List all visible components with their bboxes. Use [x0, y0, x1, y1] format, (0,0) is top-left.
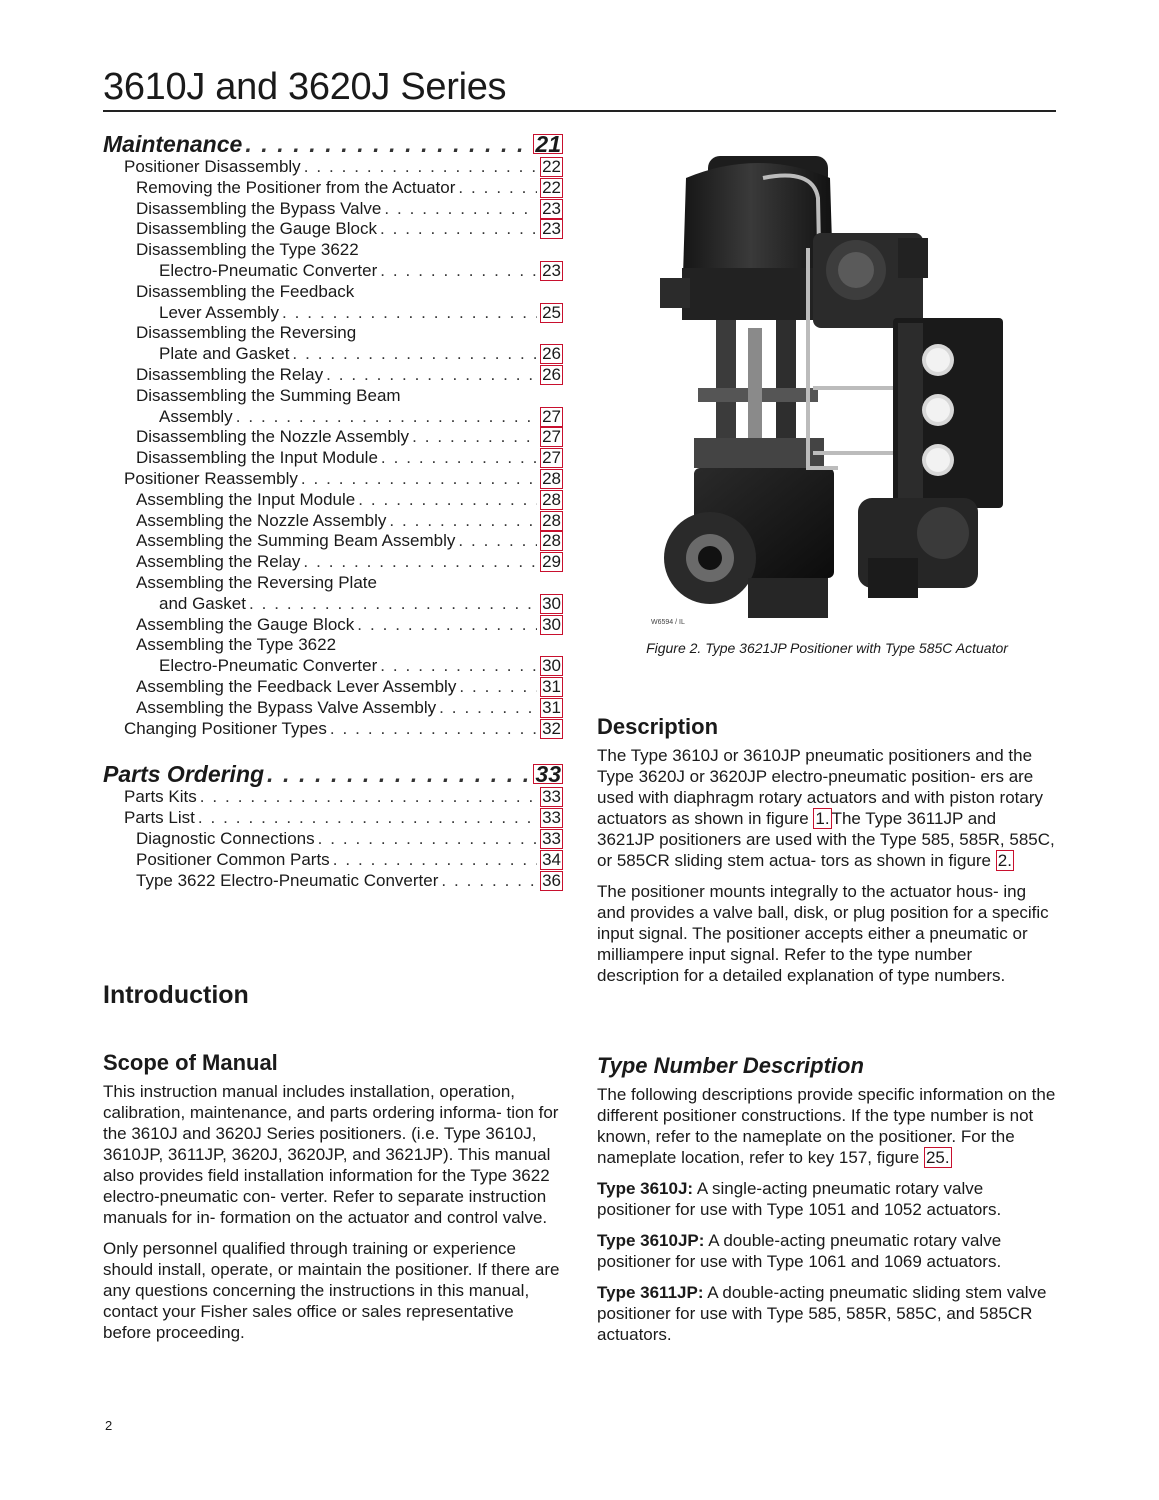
- toc-entry[interactable]: [103, 344, 563, 365]
- toc-page-link[interactable]: 33: [542, 808, 561, 828]
- toc-entry-label: Changing Positioner Types: [124, 718, 327, 738]
- toc-entry[interactable]: [103, 282, 563, 303]
- type-text: A double-acting pneumatic sliding stem valve positioner for use with Type 585, 585R, 585C, and 585CR actuators.: [597, 1283, 1047, 1344]
- toc-leader-dots: [326, 365, 537, 386]
- toc-page-link[interactable]: 22: [542, 157, 561, 176]
- toc-entry-label: Parts Kits: [124, 787, 197, 807]
- toc-entry[interactable]: [103, 552, 563, 573]
- toc-page-link[interactable]: 27: [542, 406, 561, 426]
- toc-entry[interactable]: [103, 761, 563, 787]
- type-text: A double-acting pneumatic rotary valve positioner for use with Type 1061 and 1069 actuators.: [597, 1231, 1002, 1271]
- scope-body: [103, 1081, 563, 1353]
- description-paragraph-1: [597, 745, 1057, 871]
- toc-entry[interactable]: [103, 719, 563, 740]
- toc-leader-dots: [380, 261, 537, 282]
- toc-page-link[interactable]: 32: [542, 718, 561, 738]
- figure-1-link[interactable]: 1.: [815, 809, 830, 828]
- toc-page-link[interactable]: 27: [542, 448, 561, 468]
- toc-leader-dots: [236, 407, 537, 428]
- toc-leader-dots: [439, 698, 537, 719]
- toc-entry-label: Assembly: [159, 406, 233, 426]
- toc-entry[interactable]: [103, 490, 563, 511]
- toc-leader-dots: [357, 615, 537, 636]
- toc-leader-dots: [458, 178, 537, 199]
- toc-entry-label: Disassembling the Relay: [136, 364, 324, 384]
- page-title: 3610J and 3620J Series: [103, 66, 507, 108]
- toc-leader-dots: [441, 871, 537, 892]
- toc-entry-label: Disassembling the Summing Beam: [136, 385, 401, 405]
- toc-entry[interactable]: [103, 386, 563, 407]
- toc-entry-label: Assembling the Reversing Plate: [136, 572, 377, 592]
- toc-entry[interactable]: [103, 531, 563, 552]
- toc-entry-label: Assembling the Input Module: [136, 489, 356, 509]
- toc-entry[interactable]: [103, 871, 563, 892]
- type-number-intro: [597, 1084, 1057, 1168]
- toc-entry[interactable]: [103, 261, 563, 282]
- toc-page-link[interactable]: 27: [542, 427, 561, 447]
- table-of-contents: [103, 131, 563, 891]
- toc-page-link[interactable]: 34: [542, 849, 561, 869]
- toc-page-link[interactable]: 28: [542, 510, 561, 530]
- toc-leader-dots: [303, 552, 537, 573]
- toc-entry-label: Assembling the Feedback Lever Assembly: [136, 676, 457, 696]
- scope-paragraph-1: This instruction manual includes installation, operation, calibration, maintenance, and parts ordering informa- tion for the 3610J and 3620J Series positioners. (i.e. Type 3610J, 3610JP, 3611JP, 3620J, 3620JP, and 3621JP). This manual also provides field installation information for the Type 3622 electro-pneumatic con- verter. Refer to separate instruction manuals for in- formation on the actuator and control valve.: [103, 1082, 559, 1227]
- toc-entry-label: Positioner Disassembly: [124, 157, 301, 176]
- type-number-heading: Type Number Description: [597, 1053, 864, 1078]
- toc-entry[interactable]: [103, 677, 563, 698]
- toc-entry[interactable]: [103, 157, 563, 178]
- toc-page-link[interactable]: 28: [542, 489, 561, 509]
- toc-leader-dots: [330, 719, 537, 740]
- toc-leader-dots: [304, 157, 537, 178]
- toc-entry-label: and Gasket: [159, 593, 246, 613]
- toc-entry[interactable]: [103, 808, 563, 829]
- toc-page-link[interactable]: 33: [542, 828, 561, 848]
- toc-page-link[interactable]: 26: [542, 364, 561, 384]
- toc-page-link[interactable]: 33: [542, 787, 561, 807]
- toc-leader-dots: [384, 199, 537, 220]
- type-item-3610j: [597, 1178, 1057, 1220]
- toc-entry[interactable]: [103, 511, 563, 532]
- toc-entry-label: Plate and Gasket: [159, 344, 290, 364]
- toc-page-link[interactable]: 30: [542, 614, 561, 634]
- toc-gap: [103, 739, 563, 761]
- toc-leader-dots: [292, 344, 537, 365]
- toc-page-link[interactable]: 31: [542, 697, 561, 717]
- toc-entry[interactable]: [103, 131, 563, 157]
- page-number: 2: [105, 1418, 113, 1433]
- toc-entry-label: Assembling the Relay: [136, 552, 301, 572]
- toc-entry[interactable]: [103, 635, 563, 656]
- toc-page-link[interactable]: 29: [542, 552, 561, 572]
- title-rule: [103, 110, 1056, 112]
- scope-heading: Scope of Manual: [103, 1050, 278, 1075]
- toc-leader-dots: [358, 490, 537, 511]
- toc-entry[interactable]: [103, 427, 563, 448]
- toc-page-link[interactable]: 23: [542, 219, 561, 239]
- toc-entry-label: Maintenance: [103, 131, 243, 157]
- toc-entry[interactable]: [103, 365, 563, 386]
- toc-entry-label: Assembling the Gauge Block: [136, 614, 355, 634]
- toc-leader-dots: [380, 219, 537, 240]
- toc-entry-label: Positioner Reassembly: [124, 468, 298, 488]
- toc-entry[interactable]: [103, 594, 563, 615]
- toc-entry[interactable]: [103, 178, 563, 199]
- toc-entry[interactable]: [103, 787, 563, 808]
- toc-page-link[interactable]: 25: [542, 302, 561, 322]
- toc-page-link[interactable]: 28: [542, 468, 561, 488]
- toc-leader-dots: [282, 303, 537, 324]
- toc-page-link[interactable]: 33: [535, 761, 561, 788]
- description-p1-b: The Type 3611JP and 3621JP positioners are used with the Type 585, 585R, 585C, or 585CR sliding stem actua- tors as shown in figure: [597, 809, 1055, 870]
- toc-leader-dots: [318, 829, 537, 850]
- toc-page-link[interactable]: 30: [542, 593, 561, 613]
- toc-entry[interactable]: [103, 199, 563, 220]
- positioner-photo: [598, 138, 1056, 633]
- toc-entry-label: Electro-Pneumatic Converter: [159, 260, 378, 280]
- toc-leader-dots: [245, 131, 530, 157]
- toc-entry[interactable]: [103, 573, 563, 594]
- toc-page-link[interactable]: 22: [542, 177, 561, 197]
- toc-entry[interactable]: [103, 219, 563, 240]
- toc-page-link[interactable]: 31: [542, 676, 561, 696]
- toc-entry-label: Disassembling the Feedback: [136, 281, 355, 301]
- toc-page-link[interactable]: 36: [542, 870, 561, 890]
- toc-leader-dots: [459, 677, 537, 698]
- figure-caption: Figure 2. Type 3621JP Positioner with Type 585C Actuator: [646, 640, 1008, 656]
- type-term: Type 3611JP:: [597, 1283, 704, 1302]
- toc-entry[interactable]: [103, 303, 563, 324]
- toc-entry-label: Assembling the Nozzle Assembly: [136, 510, 387, 530]
- toc-leader-dots: [301, 469, 537, 490]
- toc-entry-label: Electro-Pneumatic Converter: [159, 656, 378, 676]
- toc-entry-label: Assembling the Bypass Valve Assembly: [136, 697, 437, 717]
- toc-entry[interactable]: [103, 407, 563, 428]
- toc-entry-label: Assembling the Summing Beam Assembly: [136, 531, 456, 551]
- toc-entry-label: Diagnostic Connections: [136, 828, 315, 848]
- toc-entry-label: Disassembling the Bypass Valve: [136, 198, 382, 218]
- toc-entry[interactable]: [103, 698, 563, 719]
- description-heading: Description: [597, 714, 719, 739]
- type-term: Type 3610J:: [597, 1179, 694, 1198]
- toc-leader-dots: [412, 427, 537, 448]
- toc-entry-label: Disassembling the Input Module: [136, 448, 378, 468]
- toc-entry-label: Parts Ordering: [103, 761, 265, 788]
- toc-entry-label: Parts List: [124, 808, 195, 828]
- toc-entry[interactable]: [103, 240, 563, 261]
- toc-page-link[interactable]: 30: [542, 656, 561, 676]
- toc-entry-label: Disassembling the Nozzle Assembly: [136, 427, 410, 447]
- toc-entry-label: Disassembling the Reversing: [136, 323, 357, 343]
- toc-entry[interactable]: [103, 469, 563, 490]
- toc-leader-dots: [249, 594, 537, 615]
- toc-page-link[interactable]: 21: [535, 131, 561, 157]
- description-p1-a: The Type 3610J or 3610JP pneumatic positioners and the Type 3620J or 3620JP electro-pneumatic position- ers are used with diaphragm rotary actuators and with piston rotary actuators as shown in figure: [597, 746, 1044, 828]
- toc-leader-dots: [333, 850, 537, 871]
- toc-leader-dots: [389, 511, 537, 532]
- toc-entry-label: Lever Assembly: [159, 302, 279, 322]
- toc-page-link[interactable]: 23: [542, 198, 561, 218]
- toc-page-link[interactable]: 26: [542, 344, 561, 364]
- toc-page-link[interactable]: 23: [542, 260, 561, 280]
- toc-leader-dots: [198, 808, 537, 829]
- scope-paragraph-2: Only personnel qualified through training or experience should install, operate, or maintain the positioner. If there are any questions concerning the instructions in this manual, contact your Fisher sales office or sales representative before proceeding.: [103, 1239, 560, 1342]
- toc-entry[interactable]: [103, 323, 563, 344]
- figure-2-link[interactable]: 2.: [997, 851, 1012, 870]
- toc-entry-label: Removing the Positioner from the Actuator: [136, 177, 456, 197]
- type-text: A single-acting pneumatic rotary valve positioner for use with Type 1051 and 1052 actuators.: [597, 1179, 1002, 1219]
- toc-entry-label: Disassembling the Gauge Block: [136, 219, 377, 239]
- toc-entry[interactable]: [103, 850, 563, 871]
- toc-leader-dots: [381, 448, 537, 469]
- type-item-3611jp: [597, 1282, 1057, 1345]
- type-item-3610jp: [597, 1230, 1057, 1272]
- toc-entry[interactable]: [103, 829, 563, 850]
- description-body: [597, 745, 1057, 996]
- figure-25-link[interactable]: 25.: [925, 1148, 950, 1167]
- type-number-intro-text: The following descriptions provide specific information on the different positioner constructions. If the type number is not known, refer to the nameplate on the positioner. For the nameplate location, refer to key 157, figure: [597, 1085, 1056, 1167]
- toc-leader-dots: [267, 761, 530, 787]
- toc-leader-dots: [458, 531, 537, 552]
- type-number-body: [597, 1084, 1057, 1355]
- toc-entry-label: Assembling the Type 3622: [136, 635, 337, 655]
- toc-entry-label: Type 3622 Electro-Pneumatic Converter: [136, 870, 439, 890]
- toc-leader-dots: [200, 787, 537, 808]
- toc-entry[interactable]: [103, 615, 563, 636]
- toc-leader-dots: [380, 656, 537, 677]
- toc-entry-label: Disassembling the Type 3622: [136, 240, 359, 260]
- toc-entry[interactable]: [103, 656, 563, 677]
- description-paragraph-2: The positioner mounts integrally to the actuator hous- ing and provides a valve ball, disk, or plug position for a specific input signal. The positioner accepts either a pneumatic or milliampere input signal. Refer to the type number description for a detailed explanation of type numbers.: [597, 882, 1049, 985]
- figure-code: W6594 / IL: [651, 619, 685, 626]
- toc-page-link[interactable]: 28: [542, 531, 561, 551]
- toc-entry-label: Positioner Common Parts: [136, 849, 330, 869]
- type-term: Type 3610JP:: [597, 1231, 705, 1250]
- toc-entry[interactable]: [103, 448, 563, 469]
- introduction-heading: Introduction: [103, 981, 249, 1009]
